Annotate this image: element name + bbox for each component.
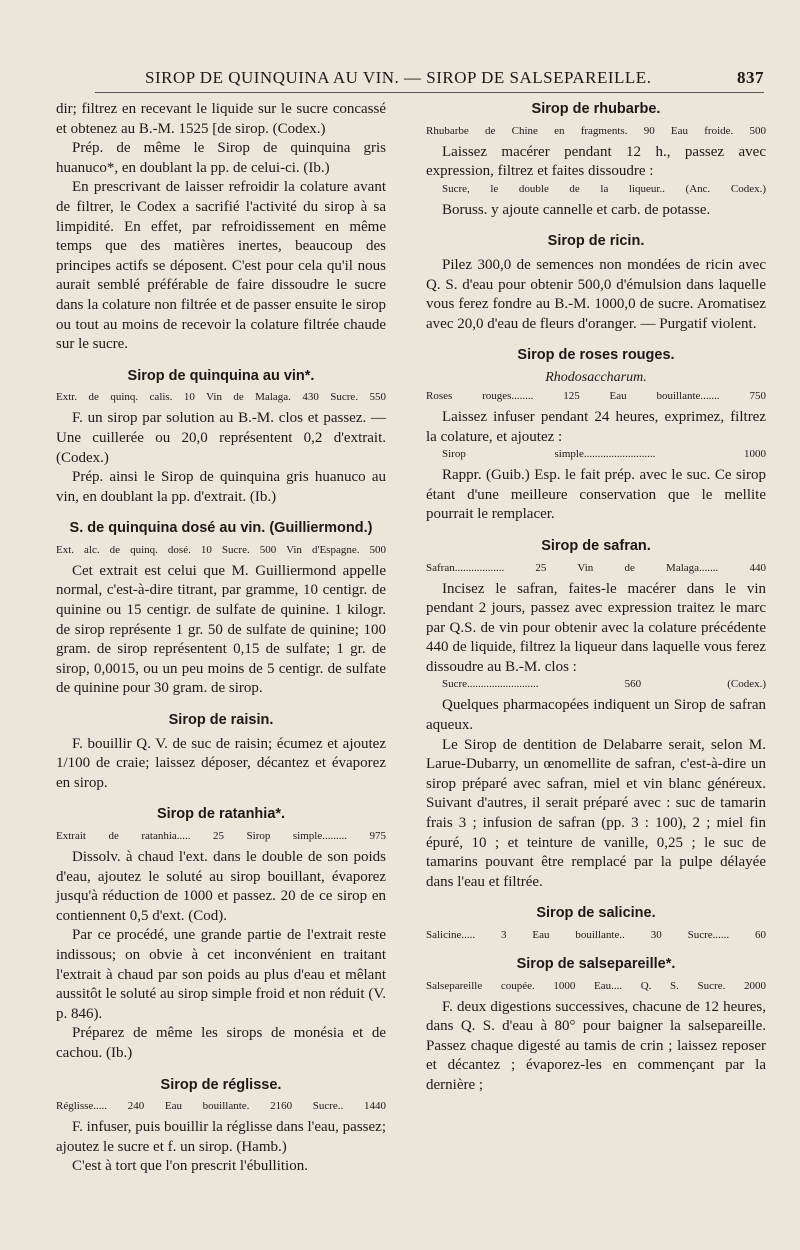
paragraph: En prescrivant de laisser refroidir la colature avant de filtrer, le Codex a sacrifié l'activité du sirop à sa limpidité. En effet, par refroidissement en même temps que des matières inertes, beaucoup des principes actifs se déposent. C'est pour cela qu'il nous aurait semblé préférable de faire dissoudre le sucre dans la colature non filtrée et de passer ensuite le sirop ou tout au moins de recevoir la colature filtrée chaude sur le sucre.: [56, 179, 386, 353]
ingredient-line: Sucre.......................... 560 (Codex.): [442, 678, 766, 691]
section-heading: Sirop de roses rouges.: [517, 347, 675, 364]
paragraph: Laissez infuser pendant 24 heures, exprimez, filtrez la colature, et ajoutez :: [426, 408, 766, 445]
paragraph: Cet extrait est celui que M. Guilliermond appelle normal, c'est-à-dire titrant, par gramme, 10 centigr. de quinine ou 15 centigr. de sulfate de quinine. 1 kilogr. de sirop représente 1 gr. 50 de sulfate de quinine; 100 gram. de sirop représentent 0,15 de sulfate; 1 gr. de sirop, 0,0015, ou un peu moins de 5 centigr. de sulfate de quinine pour 30 gram. de sirop.: [56, 562, 386, 697]
ingredient-line: Sirop simple.......................... 1000: [442, 448, 766, 461]
paragraph: Prép. ainsi le Sirop de quinquina gris huanuco au vin, en doublant la pp. d'extrait. (Ib.): [56, 469, 386, 505]
ingredient-line: Salicine..... 3 Eau bouillante.. 30 Sucre...... 60: [426, 929, 766, 941]
section-heading: S. de quinquina dosé au vin. (Guilliermond.): [69, 520, 373, 537]
running-header: [95, 68, 764, 92]
section-heading: Sirop de safran.: [541, 537, 651, 554]
paragraph: F. infuser, puis bouillir la réglisse dans l'eau, passez; ajoutez le sucre et f. un sirop. (Hamb.): [56, 1119, 386, 1155]
section-heading: Sirop de ricin.: [547, 233, 645, 250]
header-title: SIROP DE QUINQUINA AU VIN. — SIROP DE SALSEPAREILLE.: [145, 68, 652, 87]
section-heading: Sirop de rhubarbe.: [531, 101, 661, 117]
section-heading: Sirop de salicine.: [536, 905, 656, 922]
paragraph: Boruss. y ajoute cannelle et carb. de potasse.: [442, 201, 711, 218]
page-number: 837: [737, 68, 764, 87]
section-heading: Sirop de salsepareille*.: [516, 956, 676, 972]
paragraph: Prép. de même le Sirop de quinquina gris huanuco*, en doublant la pp. de celui-ci. (Ib.): [56, 140, 386, 176]
ingredient-line: Extr. de quinq. calis. 10 Vin de Malaga. 430 Sucre. 550: [56, 391, 386, 404]
section-subtitle: Rhodosaccharum.: [545, 369, 647, 385]
section-heading: Sirop de ratanhia*.: [156, 806, 286, 823]
ingredient-line: Sucre, le double de la liqueur.. (Anc. Codex.): [442, 182, 766, 195]
header-rule: [95, 92, 764, 93]
section-heading: Sirop de quinquina au vin*.: [127, 367, 315, 384]
paragraph: Quelques pharmacopées indiquent un Sirop de safran aqueux.: [426, 697, 766, 734]
paragraph: Le Sirop de dentition de Delabarre serait, selon M. Larue-Dubarry, un œnomellite de safran, c'est-à-dire un sirop préparé avec safran, miel et vin blanc généreux. Suivant d'autres, il serait préparé avec : suc de tamarin frais 3 ; infusion de safran (pp. 3 : 100), 2 ; miel fin épuré, 10 ; et teinture de vanille, 0,25 ; le suc de tamarins pouvant être remplacé par la pulpe délayée dans l'eau et filtrée.: [426, 736, 766, 890]
ingredient-line: Réglisse..... 240 Eau bouillante. 2160 Sucre.. 1440: [56, 1100, 386, 1113]
right-column: [426, 100, 766, 1096]
paragraph: Dissolv. à chaud l'ext. dans le double de son poids d'eau, ajoutez le soluté au sirop bouillant, évaporez jusqu'à réduction de 1000 et passez. 20 de ce sirop en contiennent 0,5 d'ext. (Cod).: [56, 849, 386, 924]
paragraph: F. un sirop par solution au B.-M. clos et passez. — Une cuillerée ou 20,0 représentent 0,2 d'extrait. (Codex.): [56, 410, 386, 466]
paragraph: Incisez le safran, faites-le macérer dans le vin pendant 2 jours, passez avec expression traitez le marc par Q.S. de vin pour obtenir avec la colature précédente 440 de liquide, filtrez la liqueur dans laquelle vous ferez dissoudre au B.-M. clos :: [426, 580, 766, 675]
paragraph: Rappr. (Guib.) Esp. le fait prép. avec le suc. Ce sirop étant d'une meilleure conservation que le mellite pourrait le remplacer.: [426, 467, 766, 523]
paragraph: dir; filtrez en recevant le liquide sur le sucre concassé et obtenez au B.-M. 1525 [de sirop. (Codex.): [56, 101, 386, 137]
ingredient-line: Safran.................. 25 Vin de Malaga....... 440: [426, 561, 766, 574]
paragraph: C'est à tort que l'on prescrit l'ébullition.: [72, 1158, 308, 1175]
section-heading: Sirop de réglisse.: [160, 1076, 282, 1093]
ingredient-line: Extrait de ratanhia..... 25 Sirop simple......... 975: [56, 830, 386, 842]
paragraph: Préparez de même les sirops de monésia et de cachou. (Ib.): [56, 1025, 386, 1061]
ingredient-line: Rhubarbe de Chine en fragments. 90 Eau froide. 500: [426, 124, 766, 137]
paragraph: F. bouillir Q. V. de suc de raisin; écumez et ajoutez 1/100 de craie; laissez déposer, décantez et évaporez en sirop.: [56, 735, 386, 791]
paragraph: Pilez 300,0 de semences non mondées de ricin avec Q. S. d'eau pour obtenir 500,0 d'émulsion dans laquelle vous ferez fondre au B.-M. 1000,0 de sucre. Aromatisez avec 20,0 d'eau de fleurs d'oranger. — Purgatif violent.: [426, 256, 766, 332]
ingredient-line: Salsepareille coupée. 1000 Eau.... Q. S. Sucre. 2000: [426, 979, 766, 992]
left-column: [56, 100, 386, 1177]
paragraph: Laissez macérer pendant 12 h., passez avec expression, filtrez et faites dissoudre :: [426, 143, 766, 180]
paragraph: Par ce procédé, une grande partie de l'extrait reste indissous; on obvie à cet inconvénient en traitant l'extrait à chaud par son poids au plus d'eau et mêlant aussitôt le soluté au sirop simple froid et non réduit (V. p. 846).: [56, 927, 386, 1022]
section-heading: Sirop de raisin.: [168, 712, 274, 729]
ingredient-line: Ext. alc. de quinq. dosé. 10 Sucre. 500 Vin d'Espagne. 500: [56, 543, 386, 556]
ingredient-line: Roses rouges........ 125 Eau bouillante....... 750: [426, 389, 766, 402]
paragraph: F. deux digestions successives, chacune de 12 heures, dans Q. S. d'eau à 80° pour baigner la salsepareille. Passez chaque digesté au tamis de crin ; laissez reposer et décantez ; évaporez-les en commençant par la dernière ;: [426, 998, 766, 1093]
